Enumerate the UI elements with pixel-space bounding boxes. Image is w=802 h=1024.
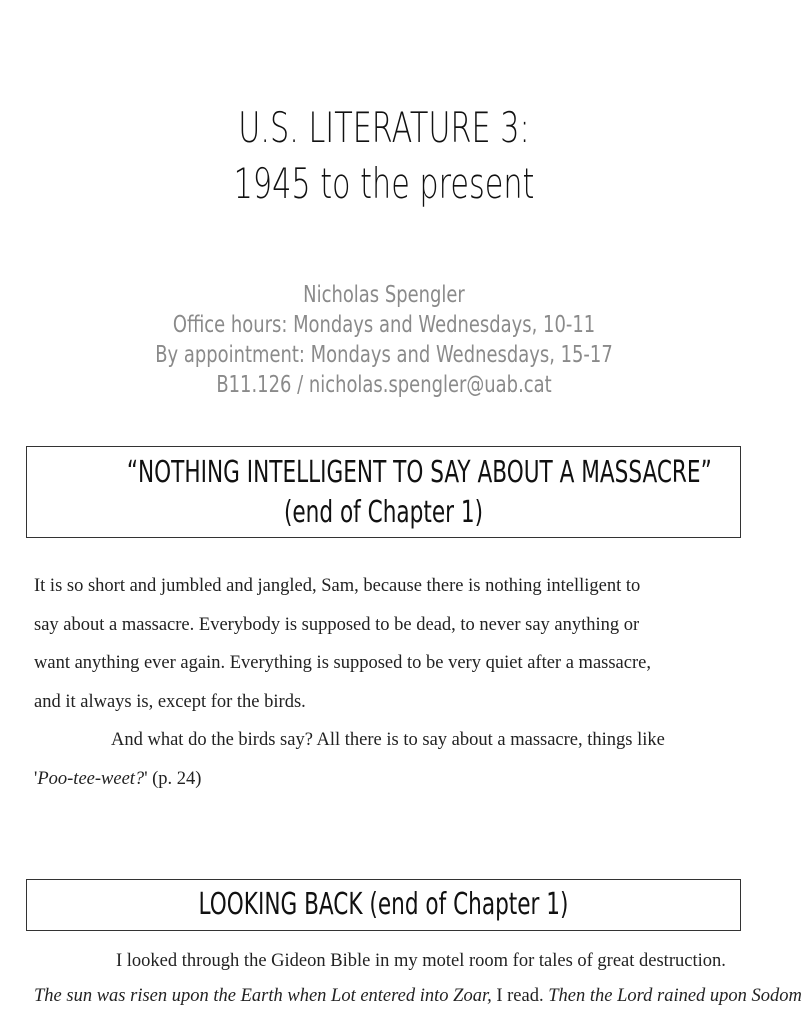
quote-citation-line	[34, 760, 734, 799]
quote-line: say about a massacre. Everybody is supposed to be dead, to never say anything or	[34, 614, 640, 635]
title-line-2: 1945 to the present	[233, 159, 535, 208]
page-title	[0, 100, 768, 212]
quote-italic-a: The sun was risen upon the Earth when Lot entered into Zoar,	[34, 986, 492, 1006]
quote-mark-open: '	[34, 768, 38, 789]
bird-call: Poo-tee-weet?	[37, 768, 145, 789]
quote-line: I looked through the Gideon Bible in my motel room for tales of great destruction.	[116, 951, 726, 971]
quote-line: want anything ever again. Everything is supposed to be very quiet after a massacre,	[34, 653, 651, 673]
section-heading-text: LOOKING BACK (end of Chapter 1)	[198, 887, 569, 922]
office-hours: Office hours: Mondays and Wednesdays, 10-11	[172, 312, 596, 338]
quote-line: And what do the birds say? All there is to say about a massacre, things like	[111, 730, 665, 750]
section-heading-massacre	[26, 446, 741, 538]
quote-line	[34, 979, 802, 1014]
quote-line: and it always is, except for the birds.	[34, 691, 306, 712]
appointment-hours: By appointment: Mondays and Wednesdays, 15-17	[155, 342, 613, 368]
section-heading-line-2: (end of Chapter 1)	[283, 495, 484, 530]
quote-plain: I read.	[491, 986, 549, 1006]
quote-looking-back	[34, 944, 802, 1014]
instructor-name: Nicholas Spengler	[303, 282, 465, 308]
quote-line: It is so short and jumbled and jangled, Sam, because there is nothing intelligent to	[34, 576, 641, 596]
page-citation: ' (p. 24)	[144, 768, 202, 789]
contact-info: B11.126 / nicholas.spengler@uab.cat	[216, 372, 552, 398]
instructor-info	[0, 280, 768, 400]
section-heading-line-1: “NOTHING INTELLIGENT TO SAY ABOUT A MASSACRE”	[126, 455, 712, 490]
title-line-1: U.S. LITERATURE 3:	[238, 103, 530, 152]
section-heading-looking-back	[26, 879, 741, 931]
quote-italic-b: Then the Lord rained upon Sodom	[548, 986, 802, 1006]
quote-massacre	[34, 567, 734, 798]
